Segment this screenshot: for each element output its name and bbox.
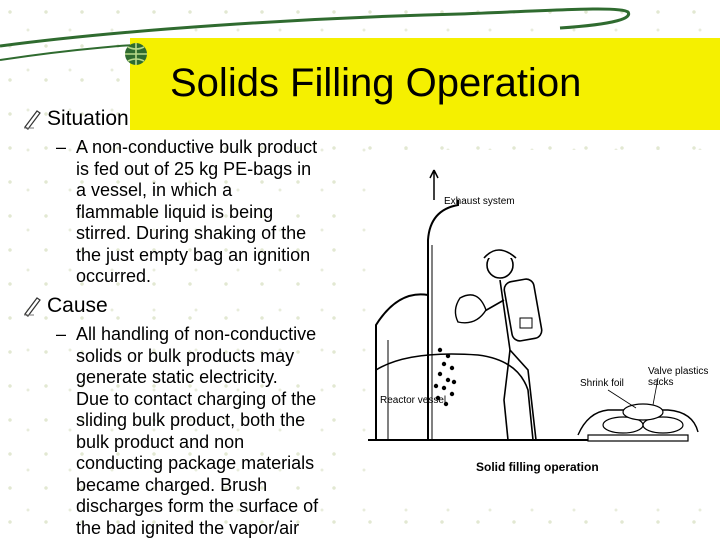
text-line: generate static electricity.	[76, 367, 278, 387]
situation-text	[76, 137, 366, 288]
text-line: conducting package materials	[76, 453, 315, 473]
text-line: solids or bulk products may	[76, 345, 295, 366]
globe-icon	[122, 40, 150, 68]
text-line: the just empty bag an ignition	[76, 244, 311, 265]
label-valve-sacks-2: sacks	[648, 377, 674, 388]
text-line: became charged. Brush	[76, 474, 268, 495]
cause-text	[76, 324, 366, 539]
figure-caption: Solid filling operation	[476, 460, 599, 474]
text-line: occurred.	[76, 266, 152, 286]
label-shrink-foil: Shrink foil	[580, 378, 624, 389]
text-line: Due to contact charging of the	[76, 388, 317, 409]
text-line: All handling of non-conductive	[76, 324, 317, 344]
label-exhaust: Exhaust system	[444, 196, 515, 207]
sub-bullet-dash: –	[56, 137, 67, 157]
pen-bullet-icon	[22, 295, 44, 317]
text-line: A non-conductive bulk product	[76, 137, 318, 157]
filling-operation-illustration	[368, 150, 720, 490]
label-reactor-vessel: Reactor vessel	[380, 395, 447, 406]
text-line: bulk product and non	[76, 431, 245, 452]
text-line: the bad ignited the vapor/air	[76, 517, 300, 538]
text-line: sliding bulk product, both the	[76, 410, 306, 430]
slide-title: Solids Filling Operation	[170, 61, 582, 105]
section-heading-cause: Cause	[47, 294, 108, 317]
text-line: is fed out of 25 kg PE-bags in	[76, 158, 312, 179]
text-line: a vessel, in which a	[76, 180, 233, 200]
text-line: discharges form the surface of	[76, 496, 319, 516]
sub-bullet-dash: –	[56, 324, 67, 344]
solid-filling-figure	[368, 150, 720, 490]
label-valve-sacks: Valve plastics	[648, 366, 709, 377]
text-line: flammable liquid is being	[76, 201, 274, 222]
text-line: stirred. During shaking of the	[76, 223, 307, 243]
pen-bullet-icon	[22, 108, 44, 130]
section-heading-situation: Situation	[47, 107, 129, 130]
